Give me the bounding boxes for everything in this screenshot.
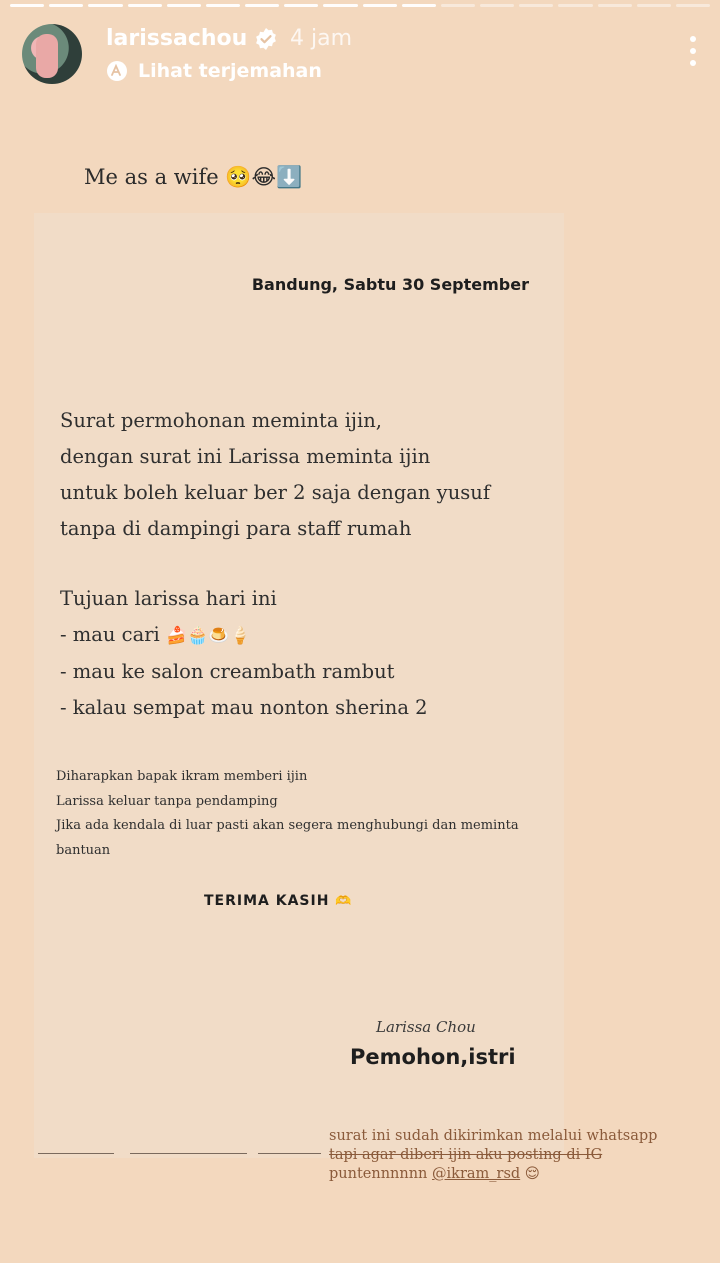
divider bbox=[258, 1153, 321, 1154]
progress-segment bbox=[167, 4, 201, 7]
username[interactable]: larissachou bbox=[106, 26, 248, 51]
story-caption bbox=[84, 165, 302, 190]
translate-icon bbox=[106, 60, 128, 82]
progress-segment bbox=[558, 4, 592, 7]
closing-line: Diharapkan bapak ikram memberi ijin bbox=[56, 769, 308, 784]
letter-date: Bandung, Sabtu 30 September bbox=[251, 275, 529, 294]
letter-line: dengan surat ini Larissa meminta ijin bbox=[60, 445, 431, 468]
progress-segment bbox=[49, 4, 83, 7]
closing-line: Jika ada kendala di luar pasti akan segera menghubungi dan meminta bantuan bbox=[56, 818, 519, 858]
thanks-label: TERIMA KASIH bbox=[204, 893, 330, 909]
story-progress-bar bbox=[10, 4, 710, 7]
translate-label: Lihat terjemahan bbox=[138, 60, 322, 82]
post-time: 4 jam bbox=[290, 26, 353, 51]
note-line: tapi agar diberi ijin aku posting di IG bbox=[329, 1147, 603, 1163]
note-line: surat ini sudah dikirimkan melalui whatsapp bbox=[329, 1128, 658, 1144]
note-line bbox=[329, 1165, 657, 1184]
thanks-text bbox=[204, 893, 353, 909]
divider bbox=[38, 1153, 114, 1154]
progress-segment bbox=[128, 4, 162, 7]
progress-segment bbox=[480, 4, 514, 7]
progress-segment bbox=[402, 4, 436, 7]
progress-segment bbox=[441, 4, 475, 7]
letter-goals bbox=[60, 581, 428, 725]
signature-name: Larissa Chou bbox=[376, 1018, 476, 1036]
progress-segment bbox=[10, 4, 44, 7]
caption-text: Me as a wife bbox=[84, 165, 219, 189]
progress-segment bbox=[284, 4, 318, 7]
note-prefix: puntennnnnn bbox=[329, 1166, 428, 1182]
goal-item: - mau ke salon creambath rambut bbox=[60, 660, 395, 683]
goal-text: - mau cari bbox=[60, 622, 160, 646]
closing-line: Larissa keluar tanpa pendamping bbox=[56, 793, 278, 809]
verified-badge-icon bbox=[254, 27, 278, 51]
sticker-note bbox=[329, 1127, 657, 1184]
signature-title: Pemohon,istri bbox=[350, 1045, 516, 1069]
progress-segment bbox=[245, 4, 279, 7]
note-emoji: 😌 bbox=[524, 1166, 540, 1182]
letter-body bbox=[60, 403, 490, 547]
mention-link[interactable]: @ikram_rsd bbox=[432, 1166, 521, 1182]
progress-segment bbox=[637, 4, 671, 7]
caption-emojis: 🥺😂⬇️ bbox=[225, 165, 303, 189]
progress-segment bbox=[676, 4, 710, 7]
goal-item bbox=[60, 617, 428, 655]
story-header bbox=[22, 22, 698, 92]
letter-image bbox=[34, 213, 564, 1158]
progress-segment bbox=[206, 4, 240, 7]
heart-hands-icon: 🫶 bbox=[335, 894, 353, 909]
progress-segment bbox=[323, 4, 357, 7]
letter-line: Surat permohonan meminta ijin, bbox=[60, 409, 382, 432]
goal-item: - kalau sempat mau nonton sherina 2 bbox=[60, 695, 428, 719]
progress-segment bbox=[363, 4, 397, 7]
translate-link[interactable] bbox=[106, 60, 322, 82]
letter-closing bbox=[56, 765, 564, 863]
goal-emojis: 🍰🧁🍮🍦 bbox=[165, 625, 251, 646]
divider bbox=[130, 1153, 247, 1154]
progress-segment bbox=[88, 4, 122, 7]
avatar[interactable] bbox=[22, 24, 82, 84]
more-options-icon[interactable] bbox=[688, 36, 698, 70]
letter-line: untuk boleh keluar ber 2 saja dengan yusuf bbox=[60, 481, 491, 504]
progress-segment bbox=[598, 4, 632, 7]
progress-segment bbox=[519, 4, 553, 7]
letter-line: tanpa di dampingi para staff rumah bbox=[60, 517, 412, 540]
goals-title: Tujuan larissa hari ini bbox=[60, 587, 277, 610]
